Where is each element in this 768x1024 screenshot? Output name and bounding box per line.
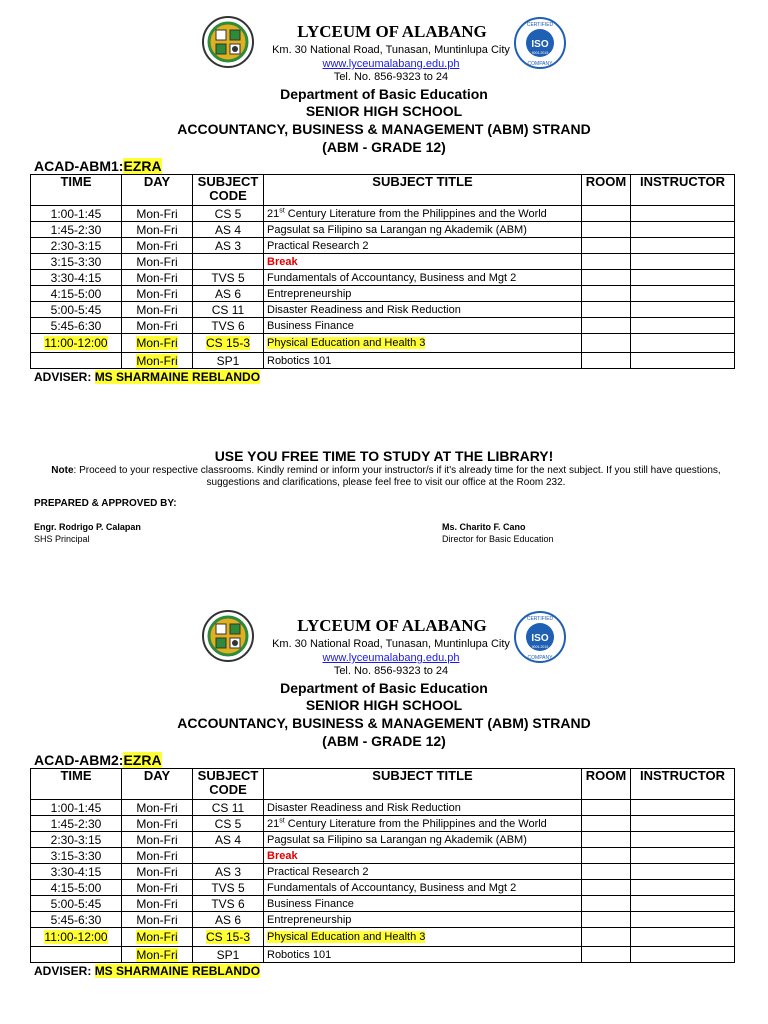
cell-room [582,912,631,928]
cell-title [264,286,582,302]
grade-title: (ABM - GRADE 12) [322,733,446,749]
cell-code-text: TVS 5 [211,270,245,285]
cell-title-text: Entrepreneurship [267,913,352,926]
cell-day-text: Mon-Fri [136,222,178,237]
cell-title [264,318,582,334]
adviser-name: MS SHARMAINE REBLANDO [94,370,261,384]
iso-certified-text: CERTIFIED [526,616,554,622]
cell-title [264,222,582,238]
table-row [31,302,735,318]
cell-day-text: Mon-Fri [136,816,178,831]
cell-title-text: Practical Research 2 [267,239,369,252]
cell-instructor [631,270,735,286]
cell-title [264,912,582,928]
cell-time [31,896,122,912]
cell-code-text: AS 6 [214,912,241,927]
cell-title-text: Practical Research 2 [267,865,369,878]
school-website-link[interactable]: www.lyceumalabang.edu.ph [322,652,460,664]
table-header-row [31,175,735,206]
cell-title [264,816,582,832]
col-header-room: ROOM [582,175,631,206]
strand-title: ACCOUNTANCY, BUSINESS & MANAGEMENT (ABM) STRAND [177,715,591,731]
cell-room [582,896,631,912]
cell-time [31,947,122,963]
cell-room [582,254,631,270]
cell-code [193,318,264,334]
grade-title: (ABM - GRADE 12) [322,139,446,155]
cell-instructor [631,848,735,864]
iso-number-text: 9001:2015 [531,51,549,55]
cell-title [264,353,582,369]
section-name: EZRA [123,158,162,174]
cell-code [193,928,264,947]
cell-title-text: Break [267,255,298,268]
cell-code [193,912,264,928]
cell-room [582,353,631,369]
table-row [31,353,735,369]
table-row [31,318,735,334]
cell-time [31,318,122,334]
table-row [31,800,735,816]
table-row [31,928,735,947]
cell-room [582,222,631,238]
cell-time-text: 3:30-4:15 [50,864,102,879]
cell-instructor [631,896,735,912]
cell-instructor [631,254,735,270]
cell-code-text: SP1 [216,947,240,962]
table-row [31,222,735,238]
iso-certified-icon [514,611,566,663]
cell-day [122,353,193,369]
cell-time [31,800,122,816]
cell-time-text: 2:30-3:15 [50,832,102,847]
cell-time [31,848,122,864]
cell-day [122,222,193,238]
cell-day [122,254,193,270]
cell-day-text: Mon-Fri [136,353,178,368]
cell-code-text: CS 15-3 [205,930,251,944]
cell-room [582,864,631,880]
cell-day [122,912,193,928]
cell-day [122,816,193,832]
cell-code [193,206,264,222]
cell-instructor [631,832,735,848]
cell-title [264,254,582,270]
cell-title-text: Business Finance [267,897,354,910]
cell-day [122,206,193,222]
cell-title-text: Pagsulat sa Filipino sa Larangan ng Akademik (ABM) [267,223,527,236]
school-website-link[interactable]: www.lyceumalabang.edu.ph [322,58,460,70]
cell-title [264,334,582,353]
cell-code [193,334,264,353]
cell-time-text: 11:00-12:00 [44,336,108,350]
cell-code [193,238,264,254]
cell-instructor [631,816,735,832]
cell-title-text: Disaster Readiness and Risk Reduction [267,303,461,316]
cell-day-text: Mon-Fri [136,302,178,317]
shs-title: SENIOR HIGH SCHOOL [305,103,463,119]
section-prefix: ACAD-ABM1: [34,158,124,174]
cell-code-text: CS 15-3 [205,336,251,350]
cell-time-text: 5:00-5:45 [50,302,102,317]
cell-day [122,880,193,896]
cell-time [31,864,122,880]
cell-day-text: Mon-Fri [136,880,178,895]
iso-certified-icon [514,17,566,69]
col-header-day: DAY [122,769,193,800]
cell-room [582,800,631,816]
cell-title [264,302,582,318]
cell-title-text: Robotics 101 [267,948,332,961]
cell-time-text: 4:15-5:00 [50,880,102,895]
cell-instructor [631,334,735,353]
cell-day-text: Mon-Fri [136,254,178,269]
cell-room [582,238,631,254]
iso-label: ISO [531,39,549,50]
table-row [31,238,735,254]
table-row [31,286,735,302]
library-reminder: USE YOU FREE TIME TO STUDY AT THE LIBRARY! [214,448,554,464]
adviser-name: MS SHARMAINE REBLANDO [94,964,261,978]
cell-code-text: AS 3 [214,864,241,879]
table-row [31,947,735,963]
cell-room [582,832,631,848]
cell-time-text: 11:00-12:00 [44,930,108,944]
cell-title-text: Pagsulat sa Filipino sa Larangan ng Akademik (ABM) [267,833,527,846]
cell-day [122,334,193,353]
cell-room [582,816,631,832]
cell-time [31,334,122,353]
cell-title-text: Physical Education and Health 3 [267,931,426,943]
col-header-code: SUBJECT CODE [193,175,264,206]
section-name: EZRA [123,752,162,768]
cell-title [264,896,582,912]
table-row [31,848,735,864]
cell-instructor [631,864,735,880]
cell-time [31,353,122,369]
cell-code-text: TVS 5 [211,880,245,895]
cell-time-text: 3:15-3:30 [50,848,102,863]
cell-time-text: 2:30-3:15 [50,238,102,253]
cell-time [31,238,122,254]
cell-time [31,928,122,947]
cell-title [264,270,582,286]
schedule-block-1 [0,8,768,544]
cell-time [31,832,122,848]
cell-time-text: 5:00-5:45 [50,896,102,911]
cell-instructor [631,206,735,222]
cell-day [122,848,193,864]
iso-label: ISO [531,633,549,644]
table-row [31,896,735,912]
cell-title-text: Break [267,849,298,862]
director-title: Director for Basic Education [442,534,554,544]
cell-code-text: CS 5 [214,816,242,831]
letterhead [0,602,768,748]
table-row [31,206,735,222]
cell-room [582,302,631,318]
cell-code-text: CS 11 [211,302,245,317]
cell-day-text: Mon-Fri [136,270,178,285]
table-row [31,880,735,896]
school-telephone: Tel. No. 856-9323 to 24 [333,71,449,83]
cell-code [193,800,264,816]
cell-time [31,880,122,896]
cell-time-text: 1:00-1:45 [50,206,102,221]
cell-day-text: Mon-Fri [136,848,178,863]
col-header-code: SUBJECT CODE [193,769,264,800]
school-name: LYCEUM OF ALABANG [297,616,487,635]
table-row [31,816,735,832]
section-prefix: ACAD-ABM2: [34,752,124,768]
cell-code [193,864,264,880]
cell-code-text: TVS 6 [211,318,245,333]
principal-name: Engr. Rodrigo P. Calapan [34,522,141,532]
cell-title-text: Entrepreneurship [267,287,352,300]
cell-code [193,896,264,912]
col-header-time: TIME [31,769,122,800]
cell-day-text: Mon-Fri [136,912,178,927]
cell-title [264,800,582,816]
cell-time-text: 1:00-1:45 [50,800,102,815]
schedule-table [30,174,735,369]
table-row [31,912,735,928]
col-header-title: SUBJECT TITLE [264,175,582,206]
cell-day [122,238,193,254]
cell-day-text: Mon-Fri [136,896,178,911]
cell-time-text: 4:15-5:00 [50,286,102,301]
schedule-block-2 [0,602,768,978]
cell-title-text: Business Finance [267,319,354,332]
cell-time [31,912,122,928]
cell-day-text: Mon-Fri [136,286,178,301]
cell-time-text: 3:15-3:30 [50,254,102,269]
cell-title-text: 21st Century Literature from the Philippines and the World [267,206,547,220]
cell-day [122,318,193,334]
cell-room [582,334,631,353]
col-header-room: ROOM [582,769,631,800]
col-header-day: DAY [122,175,193,206]
cell-day [122,286,193,302]
cell-code-text: AS 4 [214,222,241,237]
department-title: Department of Basic Education [280,86,488,102]
cell-title [264,928,582,947]
cell-day-text: Mon-Fri [136,206,178,221]
director-name: Ms. Charito F. Cano [442,522,526,532]
cell-day [122,832,193,848]
cell-code [193,286,264,302]
cell-day-text: Mon-Fri [136,947,178,962]
cell-day-text: Mon-Fri [136,336,178,350]
shs-title: SENIOR HIGH SCHOOL [305,697,463,713]
cell-code [193,222,264,238]
cell-time [31,254,122,270]
adviser-line [34,370,260,384]
section-label [34,752,162,768]
cell-day-text: Mon-Fri [136,800,178,815]
cell-room [582,270,631,286]
cell-instructor [631,238,735,254]
adviser-label: ADVISER: [34,370,92,384]
cell-title [264,880,582,896]
cell-day [122,864,193,880]
cell-title-text: Disaster Readiness and Risk Reduction [267,801,461,814]
iso-certified-text: CERTIFIED [526,22,554,28]
schedule-table [30,768,735,963]
note-text: : Proceed to your respective classrooms. Kindly remind or inform your instructor/s if it's already time for the next subject. If you still have questions, suggestions and clarifications, please feel free to visit our office at the Room 232. [73,465,721,488]
cell-room [582,206,631,222]
cell-day [122,947,193,963]
cell-instructor [631,947,735,963]
cell-day [122,302,193,318]
cell-title [264,832,582,848]
cell-room [582,318,631,334]
cell-title [264,238,582,254]
cell-room [582,880,631,896]
table-row [31,334,735,353]
col-header-title: SUBJECT TITLE [264,769,582,800]
cell-title [264,947,582,963]
cell-instructor [631,286,735,302]
cell-title [264,864,582,880]
iso-company-text: COMPANY [527,655,553,661]
col-header-time: TIME [31,175,122,206]
cell-code-text: AS 3 [214,238,241,253]
note-paragraph [34,465,738,489]
note-label: Note [51,465,74,476]
letterhead [0,8,768,154]
cell-time [31,222,122,238]
cell-title-text: Fundamentals of Accountancy, Business and Mgt 2 [267,271,517,284]
cell-day [122,270,193,286]
section-label [34,158,162,174]
cell-code [193,816,264,832]
cell-instructor [631,318,735,334]
adviser-line [34,964,260,978]
cell-title-text: Fundamentals of Accountancy, Business and Mgt 2 [267,881,517,894]
cell-time-text: 1:45-2:30 [50,222,102,237]
cell-code [193,353,264,369]
table-row [31,270,735,286]
school-address: Km. 30 National Road, Tunasan, Muntinlupa City [272,44,510,56]
cell-day-text: Mon-Fri [136,864,178,879]
table-row [31,254,735,270]
cell-code [193,947,264,963]
iso-number-text: 9001:2015 [531,645,549,649]
cell-room [582,947,631,963]
cell-day-text: Mon-Fri [136,318,178,333]
cell-instructor [631,928,735,947]
table-row [31,832,735,848]
strand-title: ACCOUNTANCY, BUSINESS & MANAGEMENT (ABM) STRAND [177,121,591,137]
prepared-by-label: PREPARED & APPROVED BY: [34,498,177,509]
cell-code-text: AS 6 [214,286,241,301]
cell-code [193,832,264,848]
cell-code-text: SP1 [216,353,240,368]
cell-code [193,880,264,896]
cell-day-text: Mon-Fri [136,832,178,847]
cell-code [193,848,264,864]
cell-instructor [631,222,735,238]
cell-time-text: 5:45-6:30 [50,912,102,927]
cell-day [122,800,193,816]
cell-title-text: 21st Century Literature from the Philippines and the World [267,816,547,830]
school-name: LYCEUM OF ALABANG [297,22,487,41]
cell-instructor [631,353,735,369]
cell-title [264,848,582,864]
table-row [31,864,735,880]
cell-time [31,206,122,222]
cell-instructor [631,800,735,816]
principal-title: SHS Principal [34,534,90,544]
col-header-instructor: INSTRUCTOR [631,769,735,800]
cell-time-text: 3:30-4:15 [50,270,102,285]
cell-time-text: 1:45-2:30 [50,816,102,831]
cell-title [264,206,582,222]
cell-instructor [631,880,735,896]
cell-code [193,302,264,318]
cell-title-text: Physical Education and Health 3 [267,337,426,349]
cell-time [31,286,122,302]
department-title: Department of Basic Education [280,680,488,696]
cell-time [31,302,122,318]
cell-code-text: CS 11 [211,800,245,815]
schedule-body [31,206,735,369]
cell-day-text: Mon-Fri [136,238,178,253]
cell-code-text: AS 4 [214,832,241,847]
table-header-row [31,769,735,800]
adviser-label: ADVISER: [34,964,92,978]
cell-code [193,270,264,286]
cell-code-text: CS 5 [214,206,242,221]
schedule-body [31,800,735,963]
col-header-instructor: INSTRUCTOR [631,175,735,206]
cell-room [582,928,631,947]
cell-day [122,928,193,947]
cell-instructor [631,302,735,318]
cell-room [582,848,631,864]
cell-instructor [631,912,735,928]
school-telephone: Tel. No. 856-9323 to 24 [333,665,449,677]
school-address: Km. 30 National Road, Tunasan, Muntinlupa City [272,638,510,650]
cell-time [31,270,122,286]
cell-day [122,896,193,912]
iso-company-text: COMPANY [527,61,553,67]
cell-time-text: 5:45-6:30 [50,318,102,333]
cell-day-text: Mon-Fri [136,930,178,944]
cell-time [31,816,122,832]
cell-code-text: TVS 6 [211,896,245,911]
cell-room [582,286,631,302]
cell-code [193,254,264,270]
cell-title-text: Robotics 101 [267,354,332,367]
